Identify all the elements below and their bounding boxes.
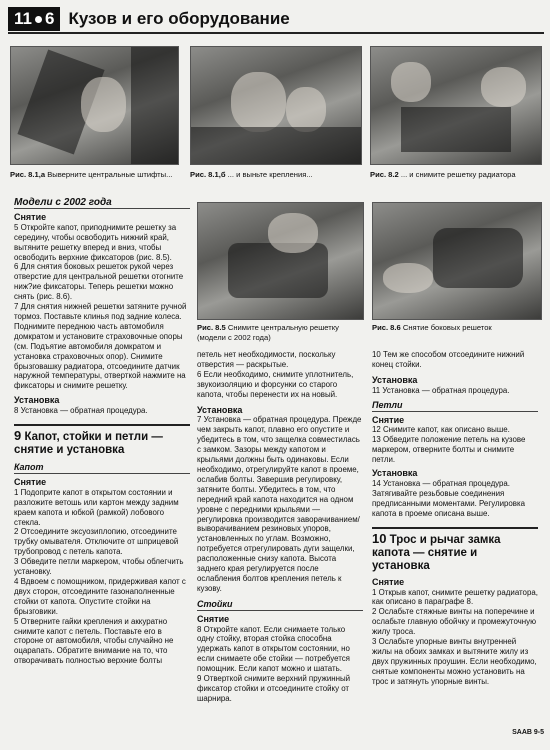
paragraph: 4 Вдвоем с помощником, придерживая капот с двух сторон, отсоедините газонаполненные стойки от капота. Опустите стойки на брызговики. [14, 577, 186, 616]
column-3 [372, 350, 538, 687]
paragraph: 7 Установка — обратная процедура. Прежде чем закрыть капот, плавно его опустите и убедитесь в том, что защелка совместилась с замком. Зазоры между капотом и крыльями должны быть одинаковы. Если необходимо, отрегулируйте капот в проеме, ослабив болты. Завершив регулировку, затяните болты. Убедитесь в том, что передний край капота находится на одном уровне с передними крыльями — регулировка производится заворачиванием/выворачиванием резиновых упоров, установленных по углам. Возможно, потребуется отрегулировать дуги защелки, расположенные снизу капота. Высота заднего края регулируется после ослабления болтов крепления петель к кузову. [197, 415, 362, 593]
install-heading: Установка [372, 374, 418, 385]
struts-removal-heading: Снятие [197, 613, 230, 624]
install-heading: Установка [197, 404, 243, 415]
hinges-install-heading: Установка [372, 468, 418, 479]
chapter-title: Кузов и его оборудование [68, 9, 290, 28]
removal-heading: Снятие [14, 211, 47, 222]
page-header [8, 6, 544, 34]
photo-fig-8-2 [370, 46, 542, 165]
paragraph: 1 Подоприте капот в открытом состоянии и разложите ветошь или картон между задним краем капота и юбкой (рамкой) лобового стекла. [14, 487, 179, 527]
models-heading: Модели с 2002 года [14, 198, 190, 209]
paragraph: 3 Ослабьте упорные винты внутренней жилы на обоих замках и вытяните жилу из двух пружинных проушин. Если необходимо, снятые компоненты можно установить на трос и затянуть упорные винты. [372, 637, 537, 686]
paragraph: 7 Для снятия нижней решетки затяните ручной тормоз. Поставьте клинья под задние колеса. Поднимите переднюю часть автомобиля домкратом и установите страховочные опоры (см. Подъятие автомобиля домкратом и установка страховочных опор). Снимите брызговашку радиатора, отсоедините датчик наружной температуры, отверткой нажмите на фиксаторы и снимите решетку. [14, 302, 187, 391]
page-subnumber: 6 [44, 9, 55, 28]
paragraph: 8 Откройте капот. Если снимаете только одну стойку, вторая стойка способна удержать капот в открытом состоянии, но если снимаете обе стойки — потребуется помощник. Если капот можно и шатать. [197, 624, 350, 674]
paragraph: 6 Если необходимо, снимите уплотнитель, звукоизоляцию и форсунки со старого капота, чтобы перенести их на новый. [197, 369, 354, 399]
paragraph: 14 Установка — обратная процедура. Затягивайте резьбовые соединения предписанными моментами. Регулировка капота в проеме описана выше. [372, 478, 525, 518]
paragraph: 13 Обведите положение петель на кузове маркером, отверните болты и снимите петли. [372, 435, 526, 465]
photo-fig-8-1a [10, 46, 179, 165]
paragraph: 5 Откройте капот, приподнимите решетку за середину, чтобы освободить нижний край, вытяните решетку вперед и вниз, чтобы освободить верхние фиксаторов (рис. 8.5). [14, 222, 177, 262]
paragraph: петель нет необходимости, поскольку отверстия — раскрытые. [197, 350, 336, 369]
hood-removal-heading: Снятие [14, 476, 47, 487]
paragraph: 12 Снимите капот, как описано выше. [372, 425, 510, 435]
section-9-heading: 9 Капот, стойки и петли — снятие и установка [14, 424, 190, 457]
caption-fig-8-6: Рис. 8.6 Снятие боковых решеток [372, 323, 492, 332]
paragraph: 2 Отсоедините эксуозиплопию, отсоедините трубку омывателя. Отключите от шприцевой трубопровод с петель капота. [14, 527, 179, 557]
paragraph: 8 Установка — обратная процедура. [14, 406, 148, 416]
caption-fig-8-5: Рис. 8.5 Снимите центральную решетку (модели с 2002 года) [197, 323, 339, 342]
footer-label: SAAB 9-5 [512, 729, 544, 736]
hinges-heading: Петли [372, 401, 538, 412]
photo-fig-8-1b [190, 46, 362, 165]
section-10-heading: 10 Трос и рычаг замка капота — снятие и установка [372, 527, 538, 573]
paragraph: 2 Ослабьте стяжные винты на поперечине и ослабьте главную обойчку и промежуточную жилу троса. [372, 607, 536, 637]
cable-removal-heading: Снятие [372, 576, 405, 587]
install-heading: Установка [14, 395, 60, 406]
paragraph: 3 Обведите петли маркером, чтобы облегчить установку. [14, 557, 184, 577]
photo-fig-8-6 [372, 202, 542, 320]
hood-heading: Капот [14, 463, 190, 474]
hinges-removal-heading: Снятие [372, 414, 405, 425]
struts-heading: Стойки [197, 600, 363, 611]
column-1 [14, 198, 190, 666]
paragraph: 1 Открыв капот, снимите решетку радиатора, как описано в параграфе 8. [372, 587, 538, 607]
paragraph: 9 Отверткой снимите верхний пружинный фиксатор стойки и отсоедините стойку от шарнира. [197, 674, 351, 703]
photo-fig-8-5 [197, 202, 364, 320]
column-2 [197, 350, 363, 704]
paragraph: 5 Отверните гайки крепления и аккуратно снимите капот с петель. Поставьте его в стороне от автомобиля, чтобы случайно не оцарапать. Обратите внимание на то, что отворачивать полностью верхние болты [14, 616, 174, 666]
paragraph: 11 Установка — обратная процедура. [372, 385, 510, 395]
bullet-icon [35, 16, 42, 23]
caption-fig-8-1a: Рис. 8.1,a Выверните центральные штифты... [10, 170, 173, 179]
page-chapter: 11 [14, 9, 32, 28]
page-number-box [8, 7, 60, 31]
paragraph: 6 Для снятия боковых решеток рукой через отверстие для центральной решетки отогните ниж?ие фиксаторы. Теперь решетки можно снять (рис. 8.6). [14, 262, 184, 302]
caption-fig-8-2: Рис. 8.2 ... и снимите решетку радиатора [370, 170, 516, 179]
paragraph: 10 Тем же способом отсоедините нижний конец стойки. [372, 350, 525, 369]
caption-fig-8-1b: Рис. 8.1,б ... и выньте крепления... [190, 170, 313, 179]
